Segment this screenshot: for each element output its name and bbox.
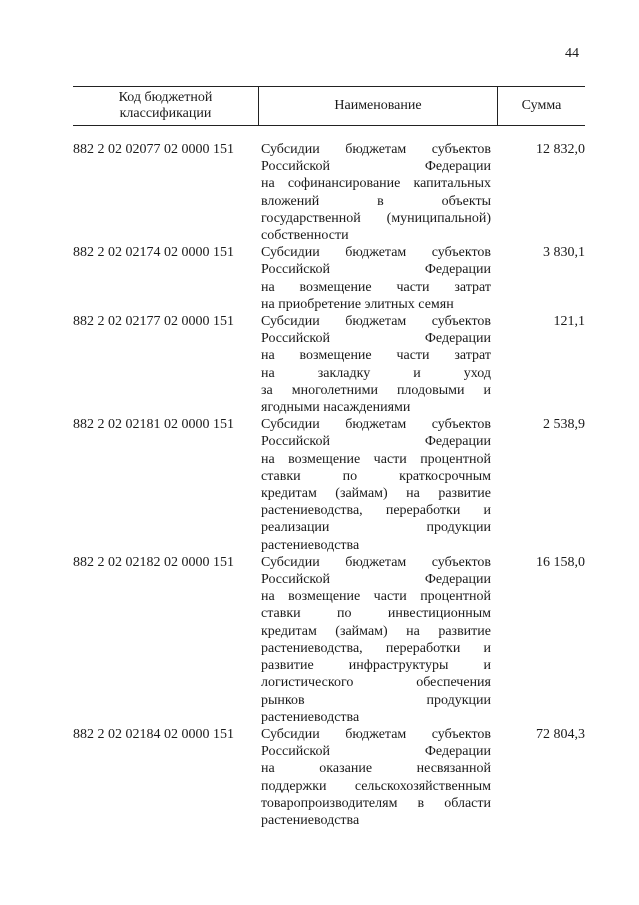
item-name-line: на оказание несвязанной — [261, 761, 491, 777]
table-row — [73, 244, 585, 313]
table-row — [73, 313, 585, 416]
item-name-line: Субсидии бюджетам субъектов — [261, 554, 491, 570]
budget-code: 882 2 02 02177 02 0000 151 — [73, 314, 234, 330]
item-name-line: растениеводства — [261, 709, 360, 725]
item-name-line: Российской Федерации — [261, 572, 491, 588]
item-name — [258, 726, 491, 829]
budget-code: 882 2 02 02182 02 0000 151 — [73, 554, 234, 570]
sum-value: 2 538,9 — [543, 417, 585, 433]
item-name-line: на возмещение части процентной — [261, 589, 491, 605]
table-row — [73, 416, 585, 554]
item-name-line: Российской Федерации — [261, 434, 491, 450]
item-name-line: Субсидии бюджетам субъектов — [261, 726, 491, 742]
table-body — [73, 141, 585, 829]
item-name-line: Субсидии бюджетам субъектов — [261, 314, 491, 330]
table-row — [73, 141, 585, 244]
sum-value: 3 830,1 — [543, 245, 585, 261]
header-sum: Сумма — [521, 98, 562, 113]
sum-value: 16 158,0 — [536, 554, 585, 570]
item-name-line: ставки по инвестиционным — [261, 606, 491, 622]
budget-code: 882 2 02 02181 02 0000 151 — [73, 417, 234, 433]
item-name-line: рынков продукции — [261, 692, 491, 708]
item-name-line: растениеводства, переработки и — [261, 503, 491, 519]
item-name-line: растениеводства — [261, 812, 360, 828]
item-name-line: государственной (муниципальной) — [261, 210, 491, 226]
item-name-line: на возмещение части процентной — [261, 451, 491, 467]
item-name-line: развитие инфраструктуры и — [261, 658, 491, 674]
item-name — [258, 141, 491, 244]
item-name-line: Субсидии бюджетам субъектов — [261, 417, 491, 433]
item-name — [258, 244, 491, 313]
item-name-line: на возмещение части затрат — [261, 348, 491, 364]
item-name-line: Субсидии бюджетам субъектов — [261, 142, 491, 157]
item-name-line: Российской Федерации — [261, 331, 491, 347]
budget-code: 882 2 02 02077 02 0000 151 — [73, 142, 234, 157]
item-name-line: Российской Федерации — [261, 744, 491, 760]
header-code: Код бюджетной классификации — [118, 90, 213, 121]
sum-value: 121,1 — [553, 314, 585, 330]
item-name-line: кредитам (займам) на развитие — [261, 623, 491, 639]
item-name-line: кредитам (займам) на развитие — [261, 486, 491, 502]
sum-value: 72 804,3 — [536, 726, 585, 742]
item-name-line: поддержки сельскохозяйственным — [261, 778, 491, 794]
item-name — [258, 416, 491, 554]
item-name-line: Российской Федерации — [261, 262, 491, 278]
item-name-line: на приобретение элитных семян — [261, 296, 454, 312]
item-name-line: Российской Федерации — [261, 159, 491, 175]
item-name-line: Субсидии бюджетам субъектов — [261, 245, 491, 261]
table-row — [73, 726, 585, 829]
budget-code: 882 2 02 02174 02 0000 151 — [73, 245, 234, 261]
item-name-line: за многолетними плодовыми и — [261, 382, 491, 398]
item-name-line: реализации продукции — [261, 520, 491, 536]
header-name: Наименование — [258, 87, 498, 125]
item-name-line: товаропроизводителям в области — [261, 795, 491, 811]
item-name-line: вложений в объекты — [261, 193, 491, 209]
item-name-line: на софинансирование капитальных — [261, 176, 491, 192]
item-name-line: на возмещение части затрат — [261, 279, 491, 295]
table-row — [73, 554, 585, 726]
item-name — [258, 313, 491, 416]
item-name-line: растениеводства, переработки и — [261, 640, 491, 656]
item-name-line: логистического обеспечения — [261, 675, 491, 691]
item-name-line: ягодными насаждениями — [261, 400, 411, 416]
item-name-line: собственности — [261, 228, 349, 244]
budget-code: 882 2 02 02184 02 0000 151 — [73, 726, 234, 742]
item-name-line: на закладку и уход — [261, 365, 491, 381]
sum-value: 12 832,0 — [536, 142, 585, 157]
item-name-line: растениеводства — [261, 537, 360, 553]
item-name-line: ставки по краткосрочным — [261, 468, 491, 484]
table-header — [73, 86, 585, 126]
page-number: 44 — [565, 46, 579, 61]
item-name — [258, 554, 491, 726]
